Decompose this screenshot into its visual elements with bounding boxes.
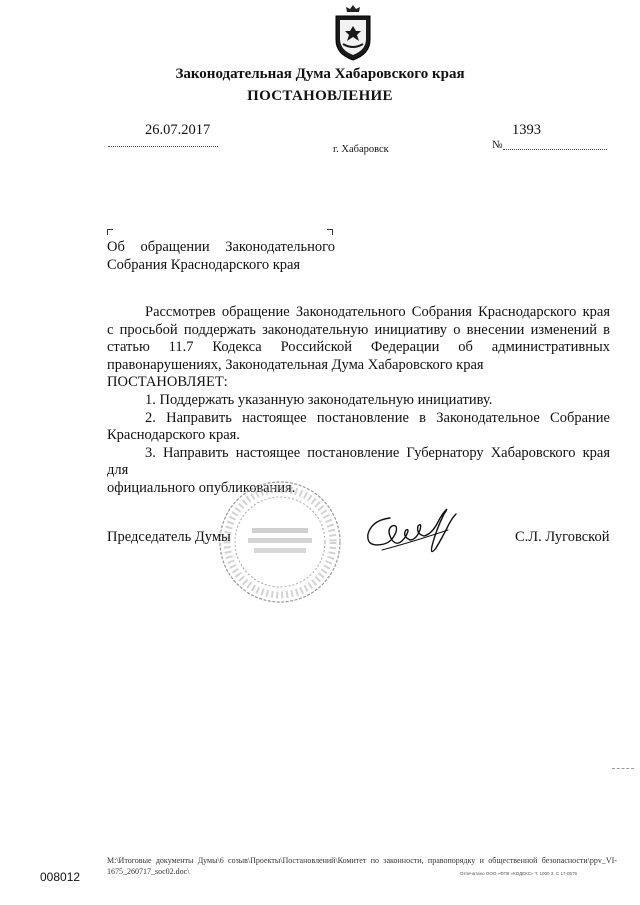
margin-mark [612, 768, 634, 769]
coat-of-arms-emblem [330, 4, 376, 62]
intro-line: статью 11.7 Кодекса Российской Федерации об административных [107, 339, 610, 356]
item-3-line-2: официального опубликования. [107, 479, 296, 496]
document-number: 1393 [512, 122, 541, 138]
subject-word: Законодательного [225, 239, 335, 255]
resolves-heading: ПОСТАНОВЛЯЕТ: [107, 374, 228, 391]
item-2-line-2: Краснодарского края. [107, 427, 240, 444]
printer-note: Отпечатано ООО «ФПК «КОДЕКС» Т. 1000 З. С 17-0575 [460, 871, 577, 876]
official-stamp [218, 480, 342, 604]
item-1: 1. Поддержать указанную законодательную инициативу. [145, 391, 493, 408]
intro-line: с просьбой поддержать законодательную инициативу о внесении изменений в [107, 321, 610, 338]
subject-corner-left [107, 229, 113, 235]
document-body [107, 304, 610, 498]
item-2-line-1: 2. Направить настоящее постановление в Законодательное Собрание [145, 409, 610, 426]
document-code: 008012 [40, 870, 81, 884]
organization-title: Законодательная Дума Хабаровского края [175, 66, 465, 82]
subject-block [107, 238, 335, 274]
signatory-position: Председатель Думы [107, 529, 231, 545]
item-3-line-1: 3. Направить настоящее постановление Губернатору Хабаровского края для [107, 444, 610, 479]
intro-line: Рассмотрев обращение Законодательного Собрания Краснодарского края [145, 304, 610, 320]
number-underline [503, 149, 607, 150]
signatory-name: С.Л. Луговской [515, 529, 610, 545]
subject-line-2: Собрания Краснодарского края [107, 257, 301, 273]
handwritten-signature [362, 500, 467, 562]
date-underline [108, 146, 218, 147]
city: г. Хабаровск [333, 144, 389, 155]
document-type: ПОСТАНОВЛЕНИЕ [247, 88, 393, 104]
subject-word: обращении [140, 239, 210, 255]
subject-corner-right [327, 229, 333, 235]
intro-line: правонарушениях, Законодательная Дума Хабаровского края [107, 356, 484, 373]
file-path-footer: M:\Итоговые документы Думы\6 созыв\Проекты\Постановлений\Комитет по законности, правопорядку и общественной безопасности\ppv_VI-1675_260717_soc02.doc\ [107, 856, 617, 876]
number-sign: № [492, 139, 503, 151]
subject-word: Об [107, 239, 125, 255]
document-date: 26.07.2017 [145, 122, 211, 138]
